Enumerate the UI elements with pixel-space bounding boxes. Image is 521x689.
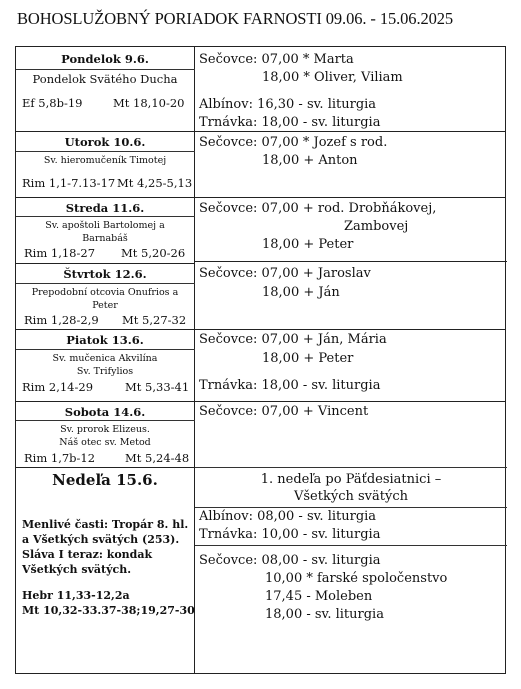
entry: 18,00 * Oliver, Viliam <box>262 70 403 85</box>
liturgy-note: Sláva I teraz: kondak <box>22 548 153 561</box>
entry: Albínov: 08,00 - sv. liturgia <box>199 509 377 524</box>
entry: Trnávka: 18,00 - sv. liturgia <box>199 378 381 393</box>
reading-epistle: Rim 1,18-27 <box>24 246 96 260</box>
divider <box>16 283 195 284</box>
reading-epistle: Ef 5,8b-19 <box>22 96 83 110</box>
day-name: Utorok 10.6. <box>64 135 146 149</box>
entry: 17,45 - Moleben <box>265 589 373 604</box>
row-divider <box>16 467 195 468</box>
divider <box>16 349 195 350</box>
sunday-day-name: Nedeľa 15.6. <box>52 471 158 489</box>
sunday-feast: 1. nedeľa po Päťdesiatnici – <box>260 472 442 487</box>
day-name: Piatok 13.6. <box>66 333 144 347</box>
feast-name: Sv. prorok Elizeus. <box>60 424 150 435</box>
feast-name: Sv. hieromučeník Timotej <box>43 155 167 166</box>
entry: Sečovce: 07,00 + Ján, Mária <box>199 332 387 347</box>
day-name: Pondelok 9.6. <box>61 52 149 66</box>
feast-name: Náš otec sv. Metod <box>59 437 151 448</box>
row-divider <box>16 131 505 132</box>
reading: Mt 10,32-33.37-38;19,27-30 <box>22 604 195 617</box>
entry: Sečovce: 07,00 * Jozef s rod. <box>199 135 388 150</box>
feast-name: Sv. mučenica Akvilína <box>52 353 158 364</box>
entry: Sečovce: 07,00 + rod. Drobňákovej, <box>199 201 437 216</box>
day-name: Štvrtok 12.6. <box>63 267 147 281</box>
reading-epistle: Rim 1,1-7.13-17 <box>22 176 116 190</box>
feast-name: Peter <box>92 300 118 311</box>
reading-gospel: Mt 5,33-41 <box>125 380 190 394</box>
liturgy-note: Všetkých svätých. <box>22 563 132 576</box>
column-divider <box>194 47 195 673</box>
row-divider <box>16 197 505 198</box>
reading-epistle: Rim 2,14-29 <box>22 380 94 394</box>
entry: Trnávka: 18,00 - sv. liturgia <box>199 115 381 130</box>
row-divider <box>16 329 505 330</box>
reading-gospel: Mt 4,25-5,13 <box>117 176 193 190</box>
feast-name: Pondelok Svätého Ducha <box>32 72 178 86</box>
page-title: BOHOSLUŽOBNÝ PORIADOK FARNOSTI 09.06. - 15.06.2025 <box>17 9 454 28</box>
entry: Trnávka: 10,00 - sv. liturgia <box>199 527 381 542</box>
row-divider <box>16 263 195 264</box>
sunday-feast: Všetkých svätých <box>294 489 408 504</box>
entry: 18,00 + Peter <box>262 351 354 366</box>
reading-gospel: Mt 18,10-20 <box>113 96 185 110</box>
feast-name: Barnabáš <box>82 233 128 244</box>
feast-name: Prepodobní otcovia Onufrios a <box>31 287 179 298</box>
feast-name: Sv. Trifylios <box>76 366 134 377</box>
reading-epistle: Rim 1,28-2,9 <box>24 313 99 327</box>
entry: 18,00 + Ján <box>262 285 340 300</box>
row-divider <box>195 467 507 468</box>
entry: 18,00 - sv. liturgia <box>265 607 384 622</box>
reading-gospel: Mt 5,24-48 <box>125 451 190 465</box>
entry: 18,00 + Peter <box>262 237 354 252</box>
row-divider <box>195 261 507 262</box>
row-divider <box>195 507 507 508</box>
entry: 10,00 * farské spoločenstvo <box>265 571 448 586</box>
schedule-table <box>15 46 506 674</box>
entry: Albínov: 16,30 - sv. liturgia <box>199 97 377 112</box>
entry: Sečovce: 07,00 + Vincent <box>199 404 369 419</box>
day-name: Streda 11.6. <box>65 201 145 215</box>
divider <box>16 420 195 421</box>
entry: Zambovej <box>344 219 409 234</box>
row-divider <box>16 401 505 402</box>
row-divider <box>195 545 507 546</box>
liturgy-note: a Všetkých svätých (253). <box>22 533 180 546</box>
reading-epistle: Rim 1,7b-12 <box>24 451 96 465</box>
reading-gospel: Mt 5,27-32 <box>122 313 187 327</box>
divider <box>16 216 195 217</box>
reading: Hebr 11,33-12,2a <box>22 589 130 602</box>
reading-gospel: Mt 5,20-26 <box>121 246 186 260</box>
day-name: Sobota 14.6. <box>64 405 146 419</box>
entry: Sečovce: 07,00 * Marta <box>199 52 354 67</box>
divider <box>16 151 195 152</box>
entry: 18,00 + Anton <box>262 153 358 168</box>
entry: Sečovce: 08,00 - sv. liturgia <box>199 553 381 568</box>
entry: Sečovce: 07,00 + Jaroslav <box>199 266 371 281</box>
divider <box>16 69 195 70</box>
liturgy-note: Menlivé časti: Tropár 8. hl. <box>22 518 189 531</box>
feast-name: Sv. apoštoli Bartolomej a <box>45 220 165 231</box>
